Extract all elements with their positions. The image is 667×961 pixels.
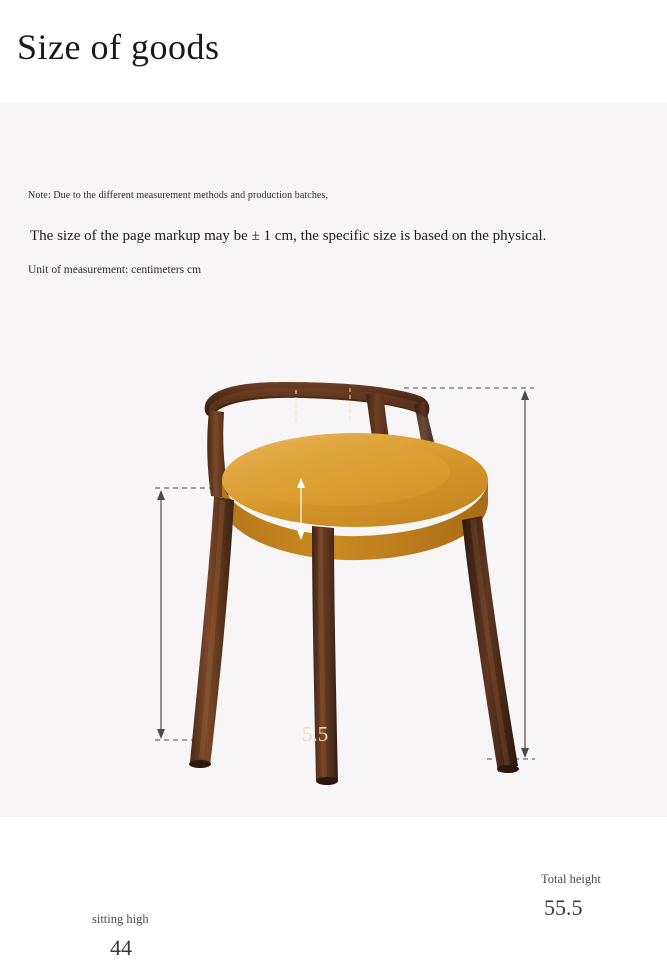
page-title: Size of goods — [17, 27, 220, 67]
note-line-1: Note: Due to the different measurement methods and production batches, — [28, 190, 329, 201]
product-illustration — [0, 330, 667, 960]
note-line-2: The size of the page markup may be ± 1 cm, the specific size is based on the physical. — [30, 228, 547, 244]
dimension-cushion-thickness: 7 — [263, 842, 274, 866]
note-line-3: Unit of measurement: centimeters cm — [28, 264, 202, 276]
label-sitting-high: sitting high — [92, 912, 149, 926]
dimension-backrest-width: 5.5 — [302, 722, 329, 746]
label-total-height: Total height — [541, 872, 601, 886]
dimension-total-height: 55.5 — [544, 895, 583, 920]
chair-diagram — [0, 330, 667, 817]
dimension-sitting-high: 44 — [110, 935, 132, 960]
header-band — [0, 0, 667, 103]
